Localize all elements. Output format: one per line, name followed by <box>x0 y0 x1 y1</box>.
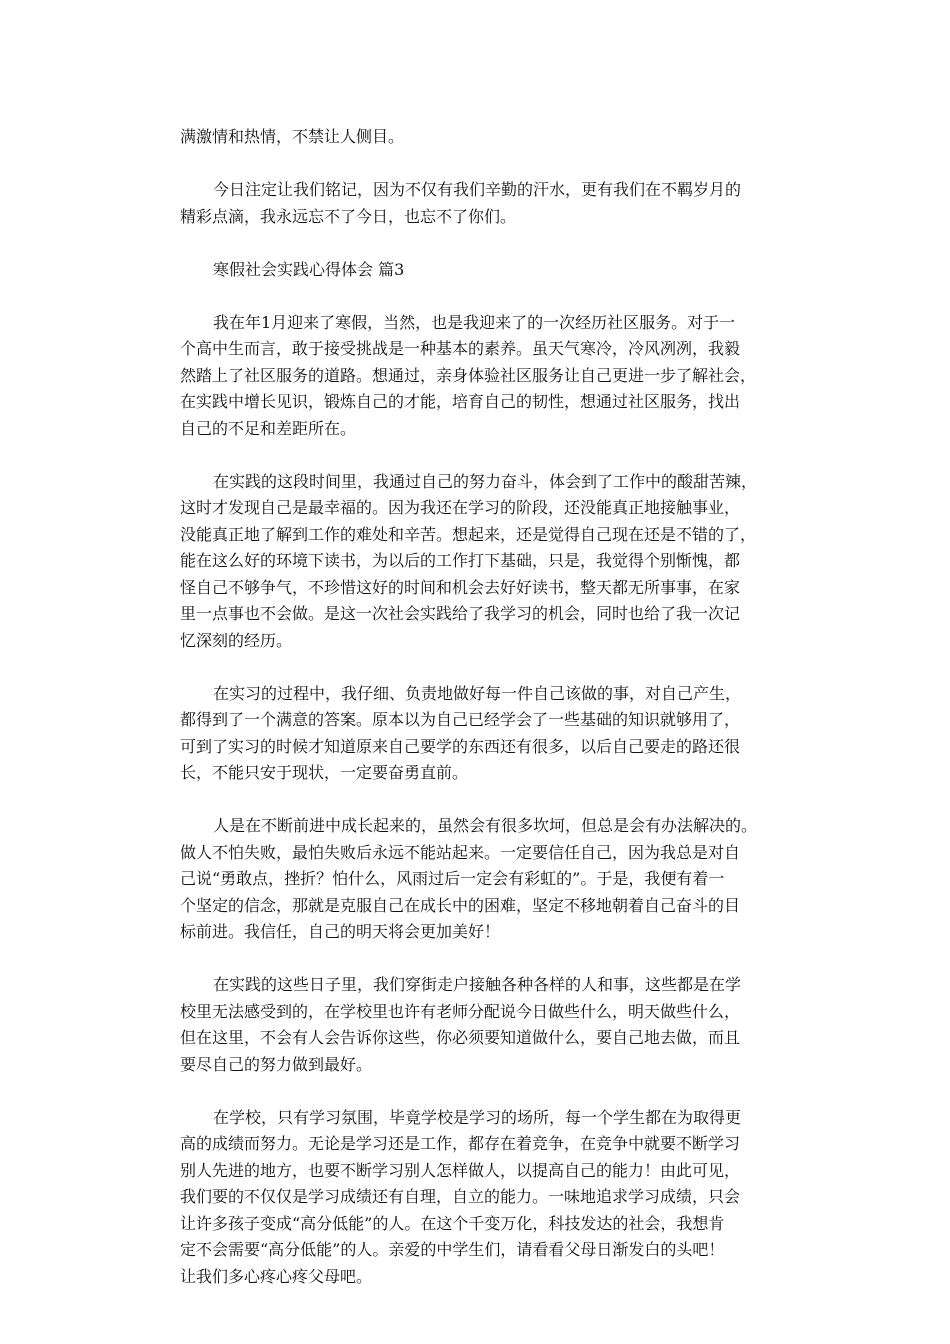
text-line: 这时才发现自己是最幸福的。因为我还在学习的阶段，还没能真正地接触事业， <box>180 498 741 517</box>
text-line: 别人先进的地方，也要不断学习别人怎样做人，以提高自己的能力！由此可见， <box>180 1160 741 1180</box>
text-line: 己说“勇敢点，挫折？怕什么，风雨过后一定会有彩虹的”。于是，我便有着一 <box>180 869 725 888</box>
text-line: 今日注定让我们铭记，因为不仅有我们辛勤的汗水，更有我们在不羁岁月的 <box>213 180 742 199</box>
text-line: 我们要的不仅仅是学习成绩还有自理，自立的能力。一味地追求学习成绩，只会 <box>180 1187 741 1206</box>
paragraph <box>180 681 780 787</box>
paragraph-spacer <box>180 151 780 178</box>
paragraph-spacer <box>180 946 780 973</box>
text-line: 高的成绩而努力。无论是学习还是工作，都存在着竞争，在竞争中就要不断学习 <box>180 1134 741 1153</box>
text-line: 标前进。我信任，自己的明天将会更加美好！ <box>180 922 501 941</box>
text-line: 忆深刻的经历。 <box>180 630 293 650</box>
paragraph <box>180 469 780 655</box>
paragraph-spacer <box>180 230 780 257</box>
text-line: 能在这么好的环境下读书，为以后的工作打下基础，只是，我觉得个别惭愧，都 <box>180 551 741 570</box>
text-line: 可到了实习的时候才知道原来自己要学的东西还有很多，以后自己要走的路还很 <box>180 736 741 756</box>
text-line: 在实践中增长见识，锻炼自己的才能，培育自己的韧性，想通过社区服务，找出 <box>180 392 741 411</box>
text-line: 定不会需要“高分低能”的人。亲爱的中学生们，请看看父母日渐发白的头吧！ <box>180 1240 725 1259</box>
paragraph <box>180 177 780 230</box>
text-line: 都得到了一个满意的答案。原本以为自己已经学会了一些基础的知识就够用了， <box>180 710 741 729</box>
text-line: 没能真正地了解到工作的难处和辛苦。想起来，还是觉得自己现在还是不错的了， <box>180 524 757 544</box>
paragraph-spacer <box>180 283 780 310</box>
text-line: 在实践的这些日子里，我们穿街走户接触各种各样的人和事，这些都是在学 <box>213 975 742 994</box>
paragraph-spacer <box>180 442 780 469</box>
paragraph <box>180 813 780 946</box>
document-body <box>180 124 780 1290</box>
text-line: 让许多孩子变成“高分低能”的人。在这个千变万化，科技发达的社会，我想肯 <box>180 1213 725 1233</box>
text-line: 校里无法感受到的，在学校里也许有老师分配说今日做些什么，明天做些什么， <box>180 1001 741 1021</box>
text-line: 长，不能只安于现状，一定要奋勇直前。 <box>180 763 469 782</box>
paragraph-spacer <box>180 654 780 681</box>
text-line: 做人不怕失败，最怕失败后永远不能站起来。一定要信任自己，因为我总是对自 <box>180 842 741 862</box>
text-line: 我在年1月迎来了寒假，当然，也是我迎来了的一次经历社区服务。对于一 <box>213 312 736 332</box>
section-heading <box>180 257 780 284</box>
text-line: 个高中生而言，敢于接受挑战是一种基本的素养。虽天气寒冷，冷风冽冽，我毅 <box>180 339 741 358</box>
paragraph <box>180 124 780 151</box>
text-line: 寒假社会实践心得体会 篇3 <box>213 259 405 279</box>
paragraph <box>180 972 780 1078</box>
text-line: 精彩点滴，我永远忘不了今日，也忘不了你们。 <box>180 206 517 226</box>
text-line: 在学校，只有学习氛围，毕竟学校是学习的场所，每一个学生都在为取得更 <box>213 1107 742 1127</box>
text-line: 满激情和热情，不禁让人侧目。 <box>180 127 405 146</box>
text-line: 个坚定的信念，那就是克服自己在成长中的困难，坚定不移地朝着自己奋斗的目 <box>180 895 741 915</box>
text-line: 里一点事也不会做。是这一次社会实践给了我学习的机会，同时也给了我一次记 <box>180 604 741 623</box>
paragraph-spacer <box>180 787 780 814</box>
text-line: 自己的不足和差距所在。 <box>180 418 357 438</box>
text-line: 要尽自己的努力做到最好。 <box>180 1054 373 1074</box>
text-line: 人是在不断前进中成长起来的，虽然会有很多坎坷，但总是会有办法解决的。 <box>213 816 758 835</box>
text-line: 然踏上了社区服务的道路。想通过，亲身体验社区服务让自己更进一步了解社会， <box>180 365 757 385</box>
paragraph <box>180 310 780 443</box>
text-line: 让我们多心疼心疼父母吧。 <box>180 1266 373 1286</box>
text-line: 在实践的这段时间里，我通过自己的努力奋斗，体会到了工作中的酸甜苦辣， <box>213 471 758 491</box>
text-line: 但在这里，不会有人会告诉你这些，你必须要知道做什么，要自己地去做，而且 <box>180 1028 741 1047</box>
paragraph <box>180 1105 780 1291</box>
text-line: 在实习的过程中，我仔细、负责地做好每一件自己该做的事，对自己产生， <box>213 683 742 703</box>
paragraph-spacer <box>180 1078 780 1105</box>
text-line: 怪自己不够争气，不珍惜这好的时间和机会去好好读书，整天都无所事事，在家 <box>180 577 741 597</box>
